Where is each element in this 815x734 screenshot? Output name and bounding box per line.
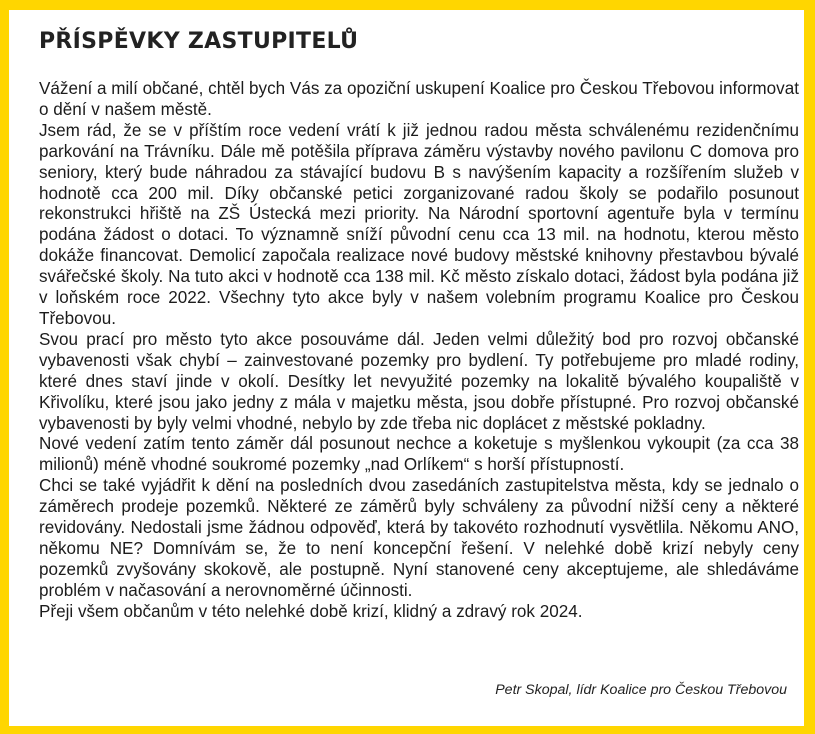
paragraph-wishes: Přeji všem občanům v této nelehké době krizí, klidný a zdravý rok 2024. [39, 601, 583, 621]
author-signature: Petr Skopal, lídr Koalice pro Českou Třebovou [495, 682, 787, 698]
paragraph-land-sales: Chci se také vyjádřit k dění na posledních dvou zasedáních zastupitelstva města, kdy se jednalo o záměrech prodeje pozemků. Některé ze záměrů byly schváleny za původní nižší ceny a některé revidovány. Nedostali jsme žádnou odpověď, která by takovéto rozhodnutí vysvětlila. Někomu ANO, někomu NE? Domnívám se, že to není koncepční řešení. V nelehké době krizí nebyly ceny pozemků zvyšovány skokově, ale postupně. Nyní stanovené ceny akceptujeme, ale shledáváme problém v načasování a nerovnoměrné účinnosti. [39, 476, 799, 600]
paragraph-new-leadership: Nové vedení zatím tento záměr dál posunout nechce a koketuje s myšlenkou vykoupit (za cca 38 milionů) méně vhodné soukromé pozemky „nad Orlíkem“ s horší přístupností. [39, 434, 799, 475]
article-body [39, 79, 799, 623]
paragraph-greeting: Vážení a milí občané, chtěl bych Vás za opoziční uskupení Koalice pro Českou Třebovou informovat o dění v našem městě. [39, 79, 799, 119]
article-title: PŘÍSPĚVKY ZASTUPITELŮ [39, 29, 359, 54]
paragraph-housing-land: Svou prací pro město tyto akce posouváme dál. Jeden velmi důležitý bod pro rozvoj občanské vybavenosti však chybí – zainvestované pozemky pro bydlení. Ty potřebujeme pro mladé rodiny, které dnes staví jinde v okolí. Desítky let nevyužité pozemky na lokalitě bývalého koupaliště v Křivolíku, které jsou jako jedny z mála v majetku města, jsou dobře přístupné. Pro rozvoj občanské vybavenosti by byly velmi vhodné, nebylo by zde třeba nic doplácet z městské pokladny. [39, 329, 799, 433]
article [39, 28, 799, 623]
paragraph-projects: Jsem rád, že se v příštím roce vedení vrátí k již jednou radou města schválenému rezidenčnímu parkování na Trávníku. Dále mě potěšila příprava záměru výstavby nového pavilonu C domova pro seniory, který bude náhradou za stávající budovu B s navýšením kapacity a rozšířením služeb v hodnotě cca 200 mil. Díky občanské petici zorganizované radou školy se podařilo posunout rekonstrukci hřiště na ZŠ Ústecká mezi priority. Na Národní sportovní agentuře byla v termínu podána žádost o dotaci. To významně sníží původní cenu cca 13 mil. na hodnotu, kterou město dokáže financovat. Demolicí započala realizace nové budovy městské knihovny přestavbou bývalé svářečské školy. Na tuto akci v hodnotě cca 138 mil. Kč město získalo dotaci, žádost byla podána již v loňském roce 2022. Všechny tyto akce byly v našem volebním programu Koalice pro Českou Třebovou. [39, 120, 799, 328]
